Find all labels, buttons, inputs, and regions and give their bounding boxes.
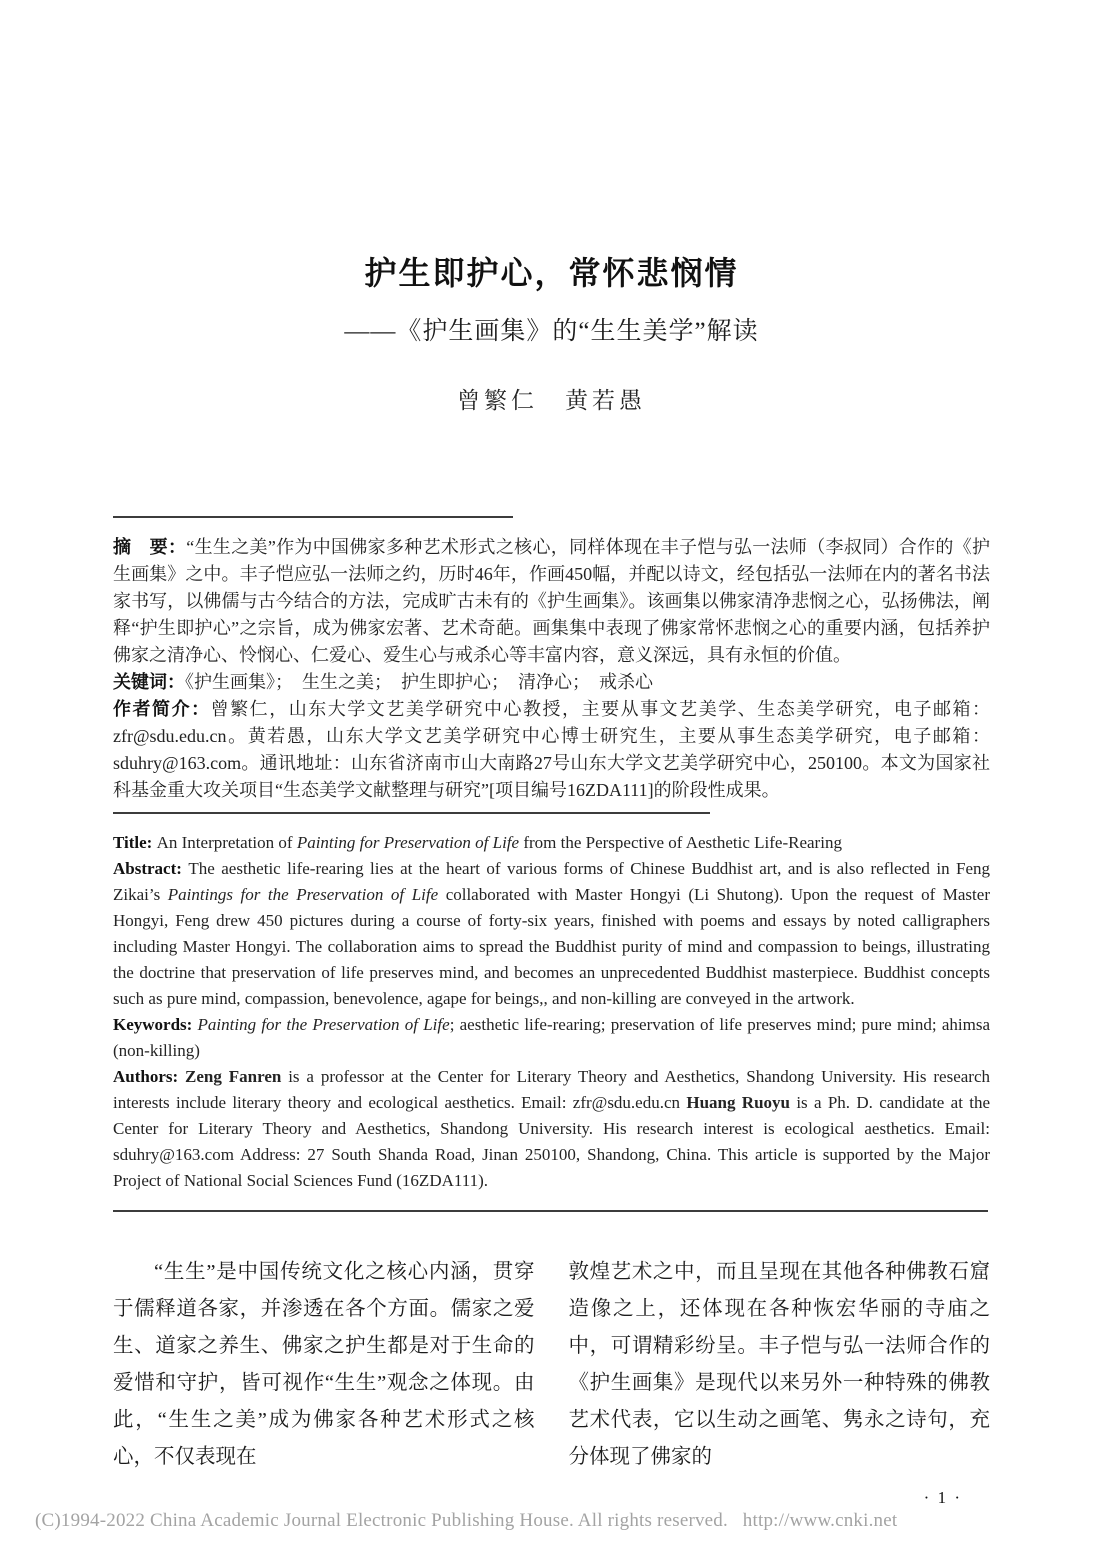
abstract-paragraph bbox=[113, 534, 990, 669]
en-abstract-italic: Paintings for the Preservation of Life bbox=[167, 885, 439, 904]
divider-middle bbox=[113, 812, 710, 814]
copyright-footer: (C)1994-2022 China Academic Journal Electronic Publishing House. All rights reserved. http://www.cnki.net bbox=[35, 1510, 898, 1531]
en-title-post: from the Perspective of Aesthetic Life-Rearing bbox=[519, 833, 842, 852]
en-author1-name: Zeng Fanren bbox=[185, 1067, 282, 1086]
en-authors-line bbox=[113, 1064, 990, 1194]
en-title-line bbox=[113, 830, 990, 856]
en-title-italic: Painting for Preservation of Life bbox=[296, 833, 520, 852]
keywords-label: 关键词： bbox=[113, 672, 185, 692]
en-abstract-label: Abstract: bbox=[113, 859, 189, 878]
article-title: 护生即护心，常怀悲悯情 bbox=[364, 255, 739, 291]
article-authors: 曾繁仁 黄若愚 bbox=[457, 388, 646, 413]
en-keywords-label: Keywords: bbox=[113, 1015, 198, 1034]
en-authors-label: Authors: bbox=[113, 1067, 186, 1086]
divider-bottom bbox=[113, 1210, 988, 1212]
en-author2-text: is a Ph. D. candidate at the Center for Literary Theory and Aesthetics, Shandong University. His research interest is ecological aesthetics. Email: sduhry@163.com Address: 27 South Shanda Road, Jinan 250100, Shandong, China. This article is supported by the Major Project of National Social Sciences Fund (16ZDA111). bbox=[113, 1093, 991, 1190]
author-bio-paragraph bbox=[113, 696, 990, 804]
en-title-label: Title: bbox=[113, 833, 157, 852]
en-title-pre: An Interpretation of bbox=[156, 833, 297, 852]
en-abstract-line bbox=[113, 856, 990, 1012]
divider-top bbox=[113, 516, 513, 518]
author-bio-text: 曾繁仁，山东大学文艺美学研究中心教授，主要从事文艺美学、生态美学研究，电子邮箱：zfr@sdu.edu.cn。黄若愚，山东大学文艺美学研究中心博士研究生，主要从事生态美学研究，电子邮箱：sduhry@163.com。通讯地址：山东省济南市山大南路27号山东大学文艺美学研究中心，250100。本文为国家社科基金重大攻关项目“生态美学文献整理与研究”[项目编号16ZDA111]的阶段性成果。 bbox=[113, 699, 991, 800]
en-keywords-italic: Painting for the Preservation of Life bbox=[197, 1015, 450, 1034]
body-column-left bbox=[113, 1254, 535, 1476]
abstract-text: “生生之美”作为中国佛家多种艺术形式之核心，同样体现在丰子恺与弘一法师（李叔同）合作的《护生画集》之中。丰子恺应弘一法师之约，历时46年，作画450幅，并配以诗文，经包括弘一法师在内的著名书法家书写，以佛儒与古今结合的方法，完成旷古未有的《护生画集》。该画集以佛家清净悲悯之心，弘扬佛法，阐释“护生即护心”之宗旨，成为佛家宏著、艺术奇葩。画集集中表现了佛家常怀悲悯之心的重要内涵，包括养护佛家之清净心、怜悯心、仁爱心、爱生心与戒杀心等丰富内容，意义深远，具有永恒的价值。 bbox=[113, 537, 991, 665]
abstract-label: 摘 要： bbox=[113, 537, 187, 557]
en-author1-text: is a professor at the Center for Literary Theory and Aesthetics, Shandong University. His research interests include literary theory and ecological aesthetics. Email: zfr@sdu.edu.cn bbox=[113, 1067, 991, 1112]
body-right-paragraph: 敦煌艺术之中，而且呈现在其他各种佛教石窟造像之上，还体现在各种恢宏华丽的寺庙之中，可谓精彩纷呈。丰子恺与弘一法师合作的《护生画集》是现代以来另外一种特殊的佛教艺术代表，它以生动之画笔、隽永之诗句，充分体现了佛家的 bbox=[568, 1261, 990, 1468]
en-keywords-line bbox=[113, 1012, 990, 1064]
keywords-paragraph bbox=[113, 669, 990, 696]
en-abstract-pre: The aesthetic life-rearing lies at the heart of various forms of Chinese Buddhist art, and is also reflected in Feng Zikai’s bbox=[113, 859, 991, 904]
keywords-text: 《护生画集》； 生生之美； 护生即护心； 清净心； 戒杀心 bbox=[185, 672, 653, 692]
body-column-right bbox=[569, 1254, 991, 1476]
page-number: · 1 · bbox=[923, 1488, 962, 1507]
body-columns bbox=[113, 1254, 990, 1476]
body-left-paragraph: “生生”是中国传统文化之核心内涵，贯穿于儒释道各家，并渗透在各个方面。儒家之爱生、道家之养生、佛家之护生都是对于生命的爱惜和守护，皆可视作“生生”观念之体现。由此，“生生之美”成为佛家各种艺术形式之核心，不仅表现在 bbox=[113, 1261, 535, 1468]
en-keywords-post: ; aesthetic life-rearing; preservation of life preserves mind; pure mind; ahimsa (non-killing) bbox=[113, 1015, 990, 1060]
article-subtitle: ——《护生画集》的“生生美学”解读 bbox=[344, 318, 759, 345]
chinese-meta-block bbox=[113, 534, 990, 804]
english-meta-block bbox=[113, 830, 990, 1194]
en-author2-name: Huang Ruoyu bbox=[686, 1093, 790, 1112]
en-abstract-post: collaborated with Master Hongyi (Li Shutong). Upon the request of Master Hongyi, Feng drew 450 pictures during a course of forty-six years, finished with poems and essays by noted calligraphers including Master Hongyi. The collaboration aims to spread the Buddhist purity of mind and compassion to beings, illustrating the doctrine that preservation of life preserves mind, and becomes an unprecedented Buddhist masterpiece. Buddhist concepts such as pure mind, compassion, benevolence, agape for beings,, and non-killing are conveyed in the artwork. bbox=[113, 885, 990, 1008]
author-bio-label: 作者简介： bbox=[113, 699, 211, 719]
